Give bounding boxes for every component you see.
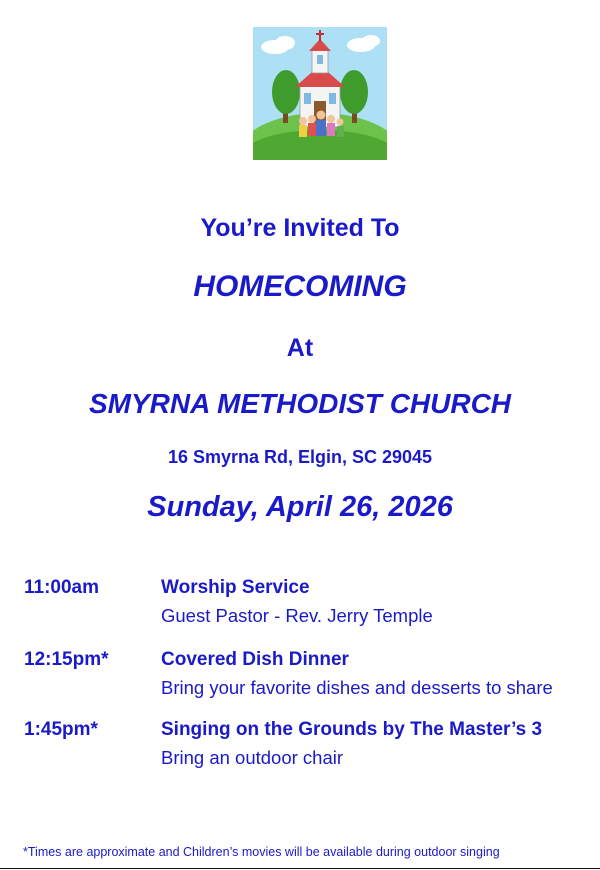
church-address: 16 Smyrna Rd, Elgin, SC 29045 — [167, 447, 433, 467]
schedule-description: Bring your favorite dishes and desserts to share — [161, 677, 553, 698]
bottom-divider — [0, 868, 600, 869]
schedule-title: Singing on the Grounds by The Master’s 3 — [161, 719, 543, 740]
schedule-time: 11:00am — [24, 577, 100, 598]
schedule-item-singing — [0, 719, 600, 779]
at-label: At — [286, 334, 314, 362]
church-illustration — [253, 27, 387, 160]
schedule-item-dinner — [0, 649, 600, 709]
church-name: SMYRNA METHODIST CHURCH — [88, 388, 512, 419]
schedule-title: Covered Dish Dinner — [161, 649, 349, 670]
footnote: *Times are approximate and Children’s movies will be available during outdoor singing — [23, 845, 500, 859]
schedule-description: Bring an outdoor chair — [161, 747, 344, 768]
event-name: HOMECOMING — [193, 270, 407, 303]
event-date: Sunday, April 26, 2026 — [147, 491, 453, 523]
schedule-title: Worship Service — [161, 577, 310, 598]
schedule-item-worship — [0, 577, 600, 637]
schedule-time: 12:15pm* — [24, 649, 109, 670]
church-clipart-icon — [253, 27, 387, 160]
schedule-description: Guest Pastor - Rev. Jerry Temple — [161, 605, 433, 626]
schedule-time: 1:45pm* — [24, 719, 98, 740]
invite-heading: You’re Invited To — [200, 214, 400, 242]
